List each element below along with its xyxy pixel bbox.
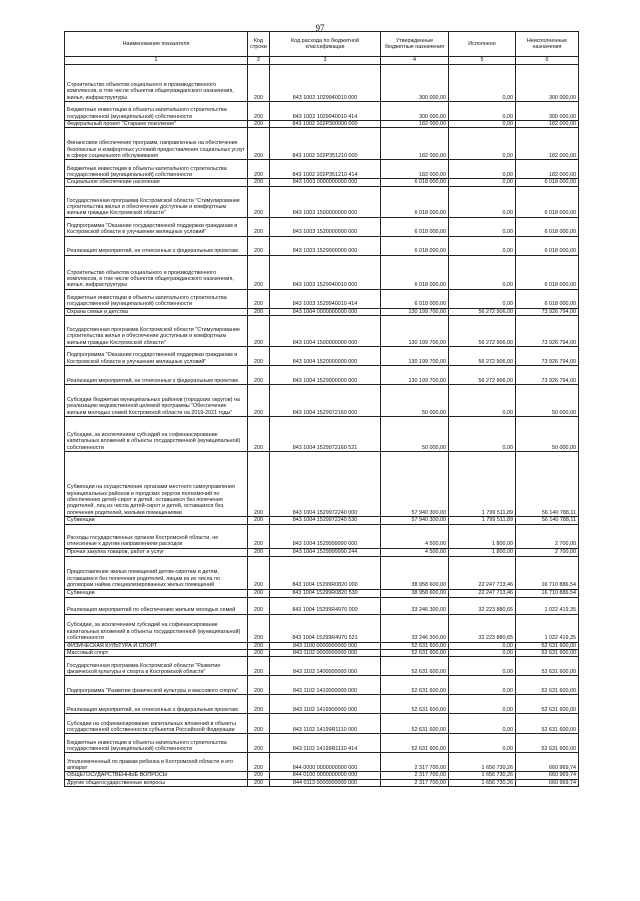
budget-code-cell: 843 1002 1029940010 414: [270, 102, 381, 121]
row-code-cell: 200: [248, 160, 270, 179]
budget-code-cell: 843 1004 15299R0820 000: [270, 556, 381, 589]
budget-code-cell: 843 1004 15299R4970 000: [270, 597, 381, 614]
approved-cell: 182 000,00: [381, 128, 449, 160]
table-row: [65, 236, 579, 255]
executed-cell: 0,00: [449, 385, 516, 417]
budget-code-cell: 843 1004 1529972160 000: [270, 385, 381, 417]
budget-code-cell: 843 1102 14199R1110 414: [270, 734, 381, 753]
name-cell: Реализация мероприятий, не отнесенных к федеральным проектам: [65, 695, 248, 714]
unexecuted-cell: 182 000,00: [516, 128, 579, 160]
budget-code-cell: 844 0113 0000000000 000: [270, 779, 381, 786]
budget-code-cell: 843 1003 1520000000 000: [270, 217, 381, 236]
unexecuted-cell: 6 018 000,00: [516, 255, 579, 289]
executed-cell: 0,00: [449, 121, 516, 128]
approved-cell: 33 246 300,00: [381, 597, 449, 614]
executed-cell: 0,00: [449, 65, 516, 102]
budget-code-cell: 843 1004 1529900000 000: [270, 366, 381, 385]
approved-cell: 6 018 000,00: [381, 236, 449, 255]
row-code-cell: 200: [248, 695, 270, 714]
header-cell: Код строки: [248, 32, 270, 57]
unexecuted-cell: 52 631 600,00: [516, 676, 579, 695]
unexecuted-cell: 52 631 600,00: [516, 734, 579, 753]
unexecuted-cell: 52 631 600,00: [516, 714, 579, 734]
budget-code-cell: 843 1002 102P300000 000: [270, 121, 381, 128]
row-code-cell: 200: [248, 308, 270, 315]
column-number-row: [65, 57, 579, 65]
unexecuted-cell: 6 018 000,00: [516, 289, 579, 308]
table-row: [65, 366, 579, 385]
table-row: [65, 695, 579, 714]
approved-cell: 52 631 600,00: [381, 734, 449, 753]
table-row: [65, 452, 579, 517]
executed-cell: 0,00: [449, 186, 516, 217]
unexecuted-cell: 56 140 788,11: [516, 517, 579, 524]
table-row: [65, 308, 579, 315]
approved-cell: 52 631 600,00: [381, 657, 449, 676]
budget-code-cell: 843 1003 0000000000 000: [270, 179, 381, 186]
row-code-cell: 200: [248, 714, 270, 734]
unexecuted-cell: 50 000,00: [516, 417, 579, 452]
table-row: [65, 597, 579, 614]
table-row: [65, 255, 579, 289]
approved-cell: 4 500,00: [381, 524, 449, 548]
executed-cell: 1 656 730,26: [449, 779, 516, 786]
budget-code-cell: 843 1004 1500000000 000: [270, 316, 381, 347]
name-cell: Массовый спорт: [65, 650, 248, 657]
name-cell: Субсидии на софинансирование капитальных вложений в объекты государственной собственности субъектов Российской Федерации: [65, 714, 248, 734]
name-cell: ФИЗИЧЕСКАЯ КУЛЬТУРА И СПОРТ: [65, 642, 248, 649]
executed-cell: 1 799 511,89: [449, 452, 516, 517]
row-code-cell: 200: [248, 121, 270, 128]
name-cell: Расходы государственных органов Костромской области, не отнесенные к другим направлениям расходов: [65, 524, 248, 548]
header-cell: Неисполненные назначения: [516, 32, 579, 57]
budget-code-cell: 843 1003 1529900000 000: [270, 236, 381, 255]
executed-cell: 1 799 511,89: [449, 517, 516, 524]
table-row: [65, 548, 579, 556]
row-code-cell: 200: [248, 589, 270, 597]
executed-cell: 0,00: [449, 217, 516, 236]
executed-cell: 0,00: [449, 179, 516, 186]
approved-cell: 52 631 600,00: [381, 714, 449, 734]
budget-code-cell: 843 1002 102P351210 414: [270, 160, 381, 179]
row-code-cell: 200: [248, 102, 270, 121]
table-row: [65, 734, 579, 753]
budget-code-cell: 843 1004 15299R0820 530: [270, 589, 381, 597]
budget-code-cell: 843 1102 1419900000 000: [270, 695, 381, 714]
row-code-cell: 200: [248, 517, 270, 524]
name-cell: Финансовое обеспечение программ, направленных на обеспечение безопасных и комфортных условий предоставления социальных услуг в сфере социального обслуживания: [65, 128, 248, 160]
row-code-cell: 200: [248, 556, 270, 589]
budget-code-cell: 843 1003 1529940010 000: [270, 255, 381, 289]
approved-cell: 6 018 000,00: [381, 289, 449, 308]
approved-cell: 130 199 700,00: [381, 308, 449, 315]
name-cell: Подпрограмма "Оказание государственной поддержки гражданам в Костромской области в улучшении жилищных условий": [65, 217, 248, 236]
unexecuted-cell: 182 000,00: [516, 121, 579, 128]
approved-cell: 182 000,00: [381, 160, 449, 179]
row-code-cell: 200: [248, 236, 270, 255]
table-row: [65, 289, 579, 308]
unexecuted-cell: 16 710 886,54: [516, 589, 579, 597]
approved-cell: 50 000,00: [381, 385, 449, 417]
approved-cell: 130 199 700,00: [381, 316, 449, 347]
unexecuted-cell: 660 969,74: [516, 779, 579, 786]
table-row: [65, 676, 579, 695]
approved-cell: 50 000,00: [381, 417, 449, 452]
unexecuted-cell: 6 018 000,00: [516, 186, 579, 217]
executed-cell: 1 800,00: [449, 548, 516, 556]
row-code-cell: 200: [248, 597, 270, 614]
approved-cell: 57 940 300,00: [381, 517, 449, 524]
budget-code-cell: 843 1004 0000000000 000: [270, 308, 381, 315]
row-code-cell: 200: [248, 217, 270, 236]
row-code-cell: 200: [248, 347, 270, 366]
unexecuted-cell: 52 631 600,00: [516, 650, 579, 657]
column-number: 5: [449, 57, 516, 65]
executed-cell: 0,00: [449, 734, 516, 753]
executed-cell: 0,00: [449, 676, 516, 695]
budget-code-cell: 843 1003 1500000000 000: [270, 186, 381, 217]
row-code-cell: 200: [248, 316, 270, 347]
row-code-cell: 200: [248, 657, 270, 676]
name-cell: Строительство объектов социального и производственного комплексов, в том числе объектов общегражданского назначения, жилья, инфраструктуры: [65, 65, 248, 102]
approved-cell: 52 631 600,00: [381, 650, 449, 657]
unexecuted-cell: 300 000,00: [516, 102, 579, 121]
unexecuted-cell: 2 700,00: [516, 548, 579, 556]
executed-cell: 56 272 906,00: [449, 366, 516, 385]
unexecuted-cell: 73 926 794,00: [516, 316, 579, 347]
name-cell: Субсидии бюджетам муниципальных районов (городских округов) на реализацию ведомственной целевой программы "Обеспечение жильем молодых семей Костромской области на 2019-2021 годы": [65, 385, 248, 417]
executed-cell: 0,00: [449, 642, 516, 649]
unexecuted-cell: 300 000,00: [516, 65, 579, 102]
approved-cell: 52 631 600,00: [381, 642, 449, 649]
name-cell: Прочая закупка товаров, работ и услуг: [65, 548, 248, 556]
table-row: [65, 614, 579, 642]
name-cell: Субвенции на осуществление органами местного самоуправления муниципальных районов и городских округов полномочий по обеспечению детей-сирот и детей, оставшихся без попечения родителей, лиц из числа детей-сирот и детей, оставшихся без попечения родителей, жилыми помещениями: [65, 452, 248, 517]
header-row: [65, 32, 579, 57]
row-code-cell: 200: [248, 614, 270, 642]
executed-cell: 22 247 713,46: [449, 589, 516, 597]
row-code-cell: 200: [248, 642, 270, 649]
row-code-cell: 200: [248, 650, 270, 657]
column-number: 6: [516, 57, 579, 65]
approved-cell: 6 018 000,00: [381, 186, 449, 217]
executed-cell: 0,00: [449, 128, 516, 160]
name-cell: Охрана семьи и детства: [65, 308, 248, 315]
row-code-cell: 200: [248, 676, 270, 695]
table-row: [65, 657, 579, 676]
approved-cell: 6 018 000,00: [381, 179, 449, 186]
table-row: [65, 179, 579, 186]
budget-code-cell: 843 1004 1529999990 000: [270, 524, 381, 548]
name-cell: Уполномоченный по правам ребенка в Костромской области и его аппарат: [65, 753, 248, 772]
approved-cell: 38 958 600,00: [381, 589, 449, 597]
budget-code-cell: 843 1003 1529940010 414: [270, 289, 381, 308]
budget-code-cell: 843 1004 15299R4970 521: [270, 614, 381, 642]
table-row: [65, 316, 579, 347]
table-row: [65, 779, 579, 786]
header-cell: Исполнено: [449, 32, 516, 57]
unexecuted-cell: 1 022 419,35: [516, 614, 579, 642]
name-cell: Бюджетные инвестиции в объекты капитального строительства государственной (муниципальной) собственности: [65, 160, 248, 179]
executed-cell: 0,00: [449, 657, 516, 676]
name-cell: Строительство объектов социального и производственного комплексов, в том числе объектов общегражданского назначения, жилья, инфраструктуры: [65, 255, 248, 289]
approved-cell: 182 000,00: [381, 121, 449, 128]
name-cell: Субсидии, за исключением субсидий на софинансирование капитальных вложений в объекты государственной (муниципальной) собственности: [65, 614, 248, 642]
name-cell: Государственная программа Костромской области "Развитие физической культуры и спорта в Костромской области": [65, 657, 248, 676]
executed-cell: 56 272 906,00: [449, 347, 516, 366]
name-cell: Бюджетные инвестиции в объекты капитального строительства государственной (муниципальной) собственности: [65, 289, 248, 308]
budget-table: [64, 31, 579, 787]
unexecuted-cell: 52 631 600,00: [516, 642, 579, 649]
column-number: 1: [65, 57, 248, 65]
table-row: [65, 128, 579, 160]
table-row: [65, 517, 579, 524]
row-code-cell: 200: [248, 128, 270, 160]
name-cell: Государственная программа Костромской области "Стимулирование строительства жилья и обеспечение доступным и комфортным жильем граждан Костромской области": [65, 316, 248, 347]
column-number: 2: [248, 57, 270, 65]
unexecuted-cell: 52 631 600,00: [516, 695, 579, 714]
executed-cell: 0,00: [449, 650, 516, 657]
executed-cell: 0,00: [449, 695, 516, 714]
row-code-cell: 200: [248, 452, 270, 517]
unexecuted-cell: 50 000,00: [516, 385, 579, 417]
unexecuted-cell: 660 969,74: [516, 772, 579, 779]
table-row: [65, 772, 579, 779]
table-row: [65, 650, 579, 657]
table-row: [65, 417, 579, 452]
executed-cell: 0,00: [449, 236, 516, 255]
name-cell: Социальное обеспечение населения: [65, 179, 248, 186]
row-code-cell: 200: [248, 734, 270, 753]
unexecuted-cell: 1 022 419,35: [516, 597, 579, 614]
page-number: 97: [315, 23, 325, 33]
budget-code-cell: 843 1102 14199R1110 000: [270, 714, 381, 734]
table-row: [65, 121, 579, 128]
budget-code-cell: 843 1002 1029940010 000: [270, 65, 381, 102]
name-cell: Подпрограмма "Развитие физической культуры и массового спорта": [65, 676, 248, 695]
header-cell: Наименование показателя: [65, 32, 248, 57]
table-row: [65, 714, 579, 734]
approved-cell: 300 000,00: [381, 102, 449, 121]
executed-cell: 32 223 880,65: [449, 614, 516, 642]
row-code-cell: 200: [248, 65, 270, 102]
approved-cell: 2 317 700,00: [381, 779, 449, 786]
name-cell: Реализация мероприятий, не отнесенных к федеральным проектам: [65, 366, 248, 385]
executed-cell: 0,00: [449, 714, 516, 734]
row-code-cell: 200: [248, 779, 270, 786]
budget-code-cell: 843 1102 1400000000 000: [270, 657, 381, 676]
budget-code-cell: 843 1100 0000000000 000: [270, 642, 381, 649]
executed-cell: 0,00: [449, 289, 516, 308]
name-cell: Федеральный проект "Старшее поколение": [65, 121, 248, 128]
unexecuted-cell: 73 926 794,00: [516, 366, 579, 385]
unexecuted-cell: 6 018 000,00: [516, 236, 579, 255]
budget-code-cell: 843 1002 102P351210 000: [270, 128, 381, 160]
budget-code-cell: 844 0100 0000000000 000: [270, 772, 381, 779]
table-row: [65, 556, 579, 589]
approved-cell: 57 940 300,00: [381, 452, 449, 517]
executed-cell: 1 800,00: [449, 524, 516, 548]
table-row: [65, 160, 579, 179]
row-code-cell: 200: [248, 417, 270, 452]
budget-code-cell: 844 0000 0000000000 000: [270, 753, 381, 772]
table-row: [65, 217, 579, 236]
name-cell: Реализация мероприятий по обеспечению жильем молодых семей: [65, 597, 248, 614]
row-code-cell: 200: [248, 289, 270, 308]
row-code-cell: 200: [248, 366, 270, 385]
approved-cell: 300 000,00: [381, 65, 449, 102]
row-code-cell: 200: [248, 548, 270, 556]
executed-cell: 56 272 906,00: [449, 316, 516, 347]
executed-cell: 0,00: [449, 160, 516, 179]
table-row: [65, 642, 579, 649]
table-row: [65, 186, 579, 217]
executed-cell: 22 247 713,46: [449, 556, 516, 589]
approved-cell: 130 199 700,00: [381, 347, 449, 366]
name-cell: ОБЩЕГОСУДАРСТВЕННЫЕ ВОПРОСЫ: [65, 772, 248, 779]
name-cell: Подпрограмма "Оказание государственной поддержки гражданам в Костромской области в улучшении жилищных условий": [65, 347, 248, 366]
name-cell: Бюджетные инвестиции в объекты капитального строительства государственной (муниципальной) собственности: [65, 734, 248, 753]
row-code-cell: 200: [248, 524, 270, 548]
executed-cell: 1 656 730,26: [449, 772, 516, 779]
unexecuted-cell: 6 018 000,00: [516, 217, 579, 236]
approved-cell: 52 631 600,00: [381, 676, 449, 695]
unexecuted-cell: 73 926 794,00: [516, 347, 579, 366]
row-code-cell: 200: [248, 753, 270, 772]
row-code-cell: 200: [248, 179, 270, 186]
approved-cell: 2 317 700,00: [381, 772, 449, 779]
name-cell: Реализация мероприятий, не отнесенных к федеральным проектам: [65, 236, 248, 255]
column-number: 4: [381, 57, 449, 65]
table-row: [65, 102, 579, 121]
budget-code-cell: 843 1004 1529972240 530: [270, 517, 381, 524]
approved-cell: 130 199 700,00: [381, 366, 449, 385]
approved-cell: 52 631 600,00: [381, 695, 449, 714]
executed-cell: 0,00: [449, 102, 516, 121]
name-cell: Субвенции: [65, 517, 248, 524]
name-cell: Государственная программа Костромской области "Стимулирование строительства жилья и обеспечение доступным и комфортным жильем граждан Костромской области": [65, 186, 248, 217]
column-number: 3: [270, 57, 381, 65]
budget-code-cell: 843 1004 1520000000 000: [270, 347, 381, 366]
approved-cell: 6 018 000,00: [381, 217, 449, 236]
row-code-cell: 200: [248, 772, 270, 779]
header-cell: Утвержденные бюджетные назначения: [381, 32, 449, 57]
unexecuted-cell: 16 710 886,54: [516, 556, 579, 589]
approved-cell: 6 018 000,00: [381, 255, 449, 289]
budget-code-cell: 843 1004 1529972240 000: [270, 452, 381, 517]
unexecuted-cell: 73 926 794,00: [516, 308, 579, 315]
name-cell: Бюджетные инвестиции в объекты капитального строительства государственной (муниципальной) собственности: [65, 102, 248, 121]
budget-code-cell: 843 1004 1529972160 521: [270, 417, 381, 452]
name-cell: Субсидии, за исключением субсидий на софинансирование капитальных вложений в объекты государственной (муниципальной) собственности: [65, 417, 248, 452]
header-cell: Код расхода по бюджетной классификации: [270, 32, 381, 57]
table-row: [65, 65, 579, 102]
unexecuted-cell: 6 018 000,00: [516, 179, 579, 186]
budget-code-cell: 843 1102 1410000000 000: [270, 676, 381, 695]
table-row: [65, 385, 579, 417]
name-cell: Субвенции: [65, 589, 248, 597]
approved-cell: 38 958 600,00: [381, 556, 449, 589]
unexecuted-cell: 52 631 600,00: [516, 657, 579, 676]
unexecuted-cell: 56 140 788,11: [516, 452, 579, 517]
executed-cell: 0,00: [449, 255, 516, 289]
budget-code-cell: 843 1102 0000000000 000: [270, 650, 381, 657]
approved-cell: 33 246 300,00: [381, 614, 449, 642]
name-cell: Предоставление жилых помещений детям-сиротам и детям, оставшимся без попечения родителей, лицам из их числа по договорам найма специализированных жилых помещений: [65, 556, 248, 589]
row-code-cell: 200: [248, 255, 270, 289]
budget-code-cell: 843 1004 1529999990 244: [270, 548, 381, 556]
unexecuted-cell: 660 969,74: [516, 753, 579, 772]
unexecuted-cell: 182 000,00: [516, 160, 579, 179]
table-row: [65, 589, 579, 597]
table-row: [65, 524, 579, 548]
executed-cell: 56 272 906,00: [449, 308, 516, 315]
row-code-cell: 200: [248, 186, 270, 217]
executed-cell: 1 656 730,26: [449, 753, 516, 772]
name-cell: Другие общегосударственные вопросы: [65, 779, 248, 786]
approved-cell: 4 500,00: [381, 548, 449, 556]
executed-cell: 0,00: [449, 417, 516, 452]
table-row: [65, 753, 579, 772]
row-code-cell: 200: [248, 385, 270, 417]
approved-cell: 2 317 700,00: [381, 753, 449, 772]
unexecuted-cell: 2 700,00: [516, 524, 579, 548]
table-row: [65, 347, 579, 366]
executed-cell: 32 223 880,65: [449, 597, 516, 614]
